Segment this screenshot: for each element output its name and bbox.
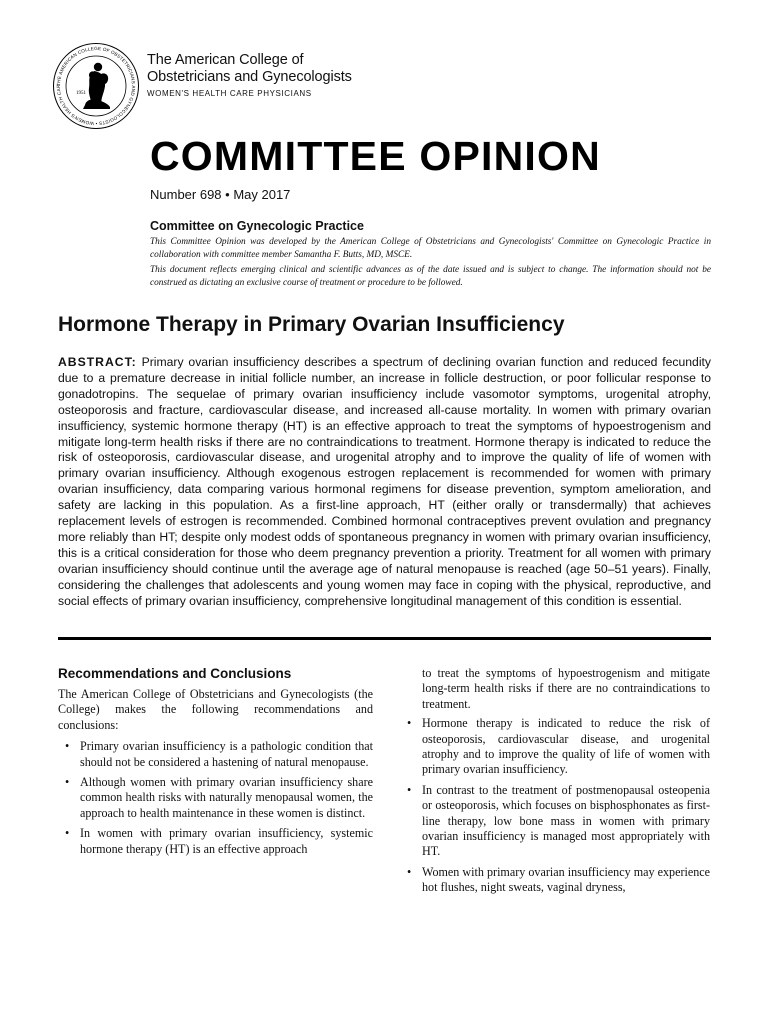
list-item-text: Hormone therapy is indicated to reduce the risk of osteoporosis, cardiovascular disease, and urogenital atrophy and to improve the quality of life of women with primary ovarian insufficiency. <box>422 716 710 777</box>
bullet-icon: • <box>407 782 412 797</box>
recommendations-heading: Recommendations and Conclusions <box>58 666 292 681</box>
bullet-icon: • <box>407 864 412 879</box>
bullet-icon: • <box>407 716 412 731</box>
recommendations-intro: The American College of Obstetricians and Gynecologists (the College) makes the following recommendations and conclusions: <box>58 687 373 732</box>
list-item <box>58 826 373 857</box>
recommendations-list-right <box>405 716 710 895</box>
organization-name <box>147 52 352 98</box>
list-item-text: Women with primary ovarian insufficiency may experience hot flushes, night sweats, vaginal dryness, <box>422 864 710 895</box>
list-item-continuation: to treat the symptoms of hypoestrogenism and mitigate long-term health risks if there are no contraindications to treatment. <box>422 666 710 711</box>
bullet-icon: • <box>65 826 70 841</box>
list-item-text: In contrast to the treatment of postmenopausal osteopenia or osteoporosis, which focuses on bisphosphonates as first-line therapy, low bone mass in women with primary ovarian insufficiency is managed most appropriately with HT. <box>422 782 710 859</box>
list-item <box>58 775 373 821</box>
left-column <box>58 665 373 862</box>
list-item-text: Although women with primary ovarian insufficiency share common health risks with naturally menopausal women, the approach to health maintenance in these women is distinct. <box>80 775 373 820</box>
committee-development-note: This Committee Opinion was developed by the American College of Obstetricians and Gynecologists' Committee on Gynecologic Practice in collaboration with committee member Samantha F. Butts, MD, MSCE. <box>150 237 711 260</box>
article-title: Hormone Therapy in Primary Ovarian Insufficiency <box>58 313 565 336</box>
list-item <box>405 865 710 896</box>
list-item-text: Primary ovarian insufficiency is a pathologic condition that should not be considered a hastening of natural menopause. <box>80 739 373 769</box>
org-tagline: WOMEN'S HEALTH CARE PHYSICIANS <box>147 89 312 98</box>
committee-block <box>150 219 711 292</box>
seal-ring-text: THE AMERICAN COLLEGE OF OBSTETRICIANS AND GYNECOLOGISTS • WOMEN'S HEALTH CAR <box>55 45 137 127</box>
org-name-line-2: Obstetricians and Gynecologists <box>147 69 352 85</box>
list-item-text: In women with primary ovarian insufficiency, systemic hormone therapy (HT) is an effective approach <box>80 826 373 856</box>
recommendations-list-left <box>58 739 373 857</box>
list-item <box>405 716 710 778</box>
list-item <box>58 739 373 770</box>
abstract-text: Primary ovarian insufficiency describes a spectrum of declining ovarian function and reduced fecundity due to a premature decrease in initial follicle number, an increase in follicle destruction, or poor follicular response to gonadotropins. The sequelae of primary ovarian insufficiency include vasomotor symptoms, urogenital atrophy, osteoporosis and fracture, cardiovascular disease, and increased all-cause mortality. In women with primary ovarian insufficiency, systemic hormone therapy (HT) is an effective approach to treat the symptoms of hypoestrogenism and mitigate long-term health risks if there are no contraindications to treatment. Hormone therapy is indicated to reduce the risk of osteoporosis, cardiovascular disease, and urogenital atrophy and to improve the quality of life of women with primary ovarian insufficiency. Although exogenous estrogen replacement is recommended for women with primary ovarian insufficiency, data comparing various hormonal regimens for disease prevention, symptom amelioration, and safety are lacking in this population. As a first-line approach, HT (either orally or transdermally) that achieves replacement levels of estrogen is recommended. Combined hormonal contraceptives prevent ovulation and pregnancy more reliably than HT; despite only modest odds of spontaneous pregnancy in women with primary ovarian insufficiency, this is a critical consideration for those who deem pregnancy prevention a priority. Treatment for all women with primary ovarian insufficiency should continue until the average age of natural menopause is reached (age 50–51 years). Finally, considering the challenges that adolescents and young women may face in coping with the physical, reproductive, and social effects of primary ovarian insufficiency, comprehensive longitudinal management of this condition is essential. <box>58 355 712 608</box>
bullet-icon: • <box>65 775 70 790</box>
number-and-date: Number 698 • May 2017 <box>150 187 291 202</box>
seal-year: 1951 <box>76 91 86 96</box>
org-name-line-1: The American College of <box>147 52 304 68</box>
committee-name: Committee on Gynecologic Practice <box>150 219 364 233</box>
list-item <box>405 783 710 860</box>
committee-disclaimer-note: This document reflects emerging clinical and scientific advances as of the date issued and is subject to change. The information should not be construed as dictating an exclusive course of treatment or procedure to be followed. <box>150 265 711 288</box>
document-type-title: COMMITTEE OPINION <box>150 133 601 179</box>
section-divider <box>58 637 711 640</box>
bullet-icon: • <box>65 739 70 754</box>
acog-seal-logo <box>52 42 140 130</box>
right-column <box>405 666 710 901</box>
mother-and-child-seal-icon <box>83 63 110 109</box>
abstract <box>58 355 711 610</box>
abstract-label: ABSTRACT: <box>58 355 137 369</box>
